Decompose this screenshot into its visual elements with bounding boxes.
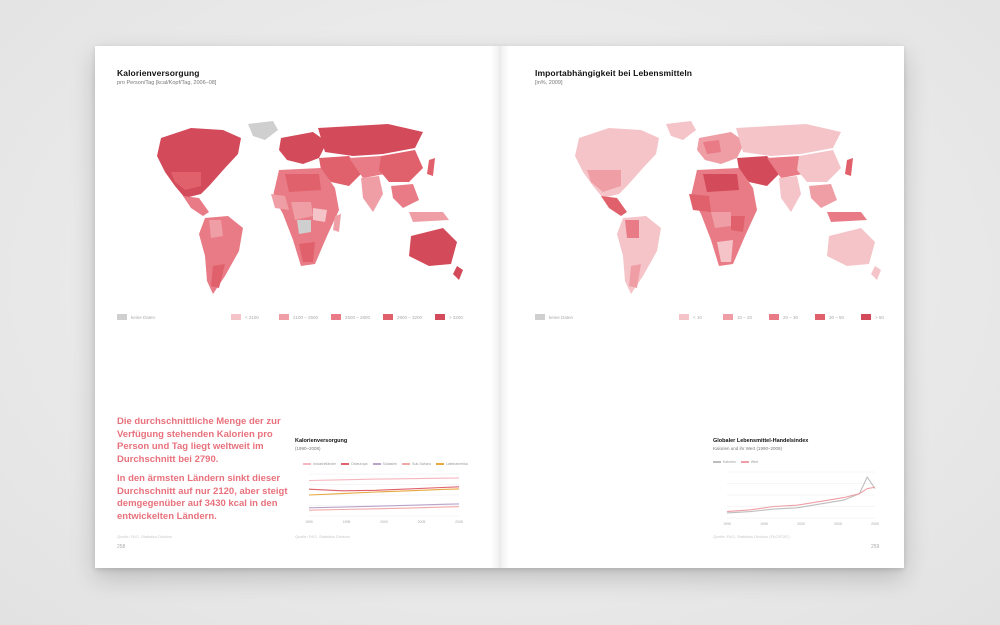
x-tick-label: 2000 [380, 520, 388, 524]
legend-swatch [279, 314, 289, 320]
x-tick-label: 1995 [342, 520, 351, 524]
x-tick-label: 1990 [723, 522, 731, 526]
calorie-chart-legend [303, 462, 473, 466]
x-tick-label: 1995 [760, 522, 768, 526]
page-number-left: 258 [117, 544, 126, 550]
trade-index-line-chart [709, 468, 879, 526]
left-map-legend-class-4 [383, 314, 422, 320]
calorie-chart-title: Kalorienversorgung [295, 438, 348, 444]
x-tick-label: 2000 [797, 522, 805, 526]
world-map-calories [113, 116, 473, 296]
series-line [309, 478, 459, 481]
left-source: Quelle: FAO, Statistics Division [117, 534, 173, 539]
calorie-line-chart [291, 470, 463, 524]
legend-item: Südasien [373, 462, 398, 466]
legend-swatch [383, 314, 393, 320]
pull-quote [117, 416, 297, 530]
pull-quote-paragraph-2: In den ärmsten Ländern sinkt dieser Durchschnitt auf nur 2120, aber steigt demgegenüber auf 3430 kcal in den entwickelten Ländern. [117, 473, 288, 522]
x-tick-label: 2008 [455, 520, 463, 524]
x-tick-label: 1990 [305, 520, 313, 524]
legend-item: Industrieländer [303, 462, 336, 466]
right-map-legend-class-5 [861, 314, 884, 320]
legend-swatch-nodata [117, 314, 127, 320]
legend-label: 30 – 50 [829, 314, 845, 320]
legend-label: > 3200 [449, 314, 463, 320]
calorie-chart-subtitle: (1990–2008) [295, 446, 321, 451]
x-tick-label: 2005 [417, 520, 426, 524]
right-map-legend-class-4 [815, 314, 844, 320]
legend-swatch [231, 314, 241, 320]
legend-label-nodata: keine Daten [549, 314, 574, 320]
trade-index-chart-legend [713, 460, 763, 464]
legend-item: Sub-Sahara [402, 462, 431, 466]
x-tick-label: 2005 [834, 522, 842, 526]
trade-index-chart-title: Globaler Lebensmittel-Handelsindex [713, 438, 809, 444]
left-page-title: Kalorienversorgung [117, 68, 200, 78]
right-page [499, 46, 904, 568]
legend-label: < 2100 [245, 314, 259, 320]
legend-swatch [769, 314, 779, 320]
right-page-title: Importabhängigkeit bei Lebensmitteln [535, 68, 693, 78]
series-line [727, 487, 875, 511]
magazine-spread [95, 46, 904, 568]
legend-label: 2100 – 2500 [293, 314, 319, 320]
legend-item: Kalorien [713, 460, 736, 464]
legend-swatch [861, 314, 871, 320]
legend-swatch [679, 314, 689, 320]
legend-swatch [435, 314, 445, 320]
world-map-import-dependency [531, 116, 891, 296]
pull-quote-paragraph-1: Die durchschnittliche Menge der zur Verfügung stehenden Kalorien pro Person und Tag liegt weltweit im Durchschnitt bei 2790. [117, 416, 281, 465]
legend-swatch [815, 314, 825, 320]
legend-swatch-nodata [535, 314, 545, 320]
left-map-legend-nodata [117, 314, 155, 320]
series-line [309, 487, 459, 491]
right-map-legend-class-3 [769, 314, 798, 320]
trade-index-chart-subtitle: Kalorien und ihr Wert (1990–2009) [713, 446, 782, 451]
legend-label-nodata: keine Daten [131, 314, 156, 320]
legend-label: > 50 [875, 314, 884, 320]
x-tick-label: 2009 [871, 522, 879, 526]
calorie-chart-source: Quelle: FAO, Statistics Division [295, 534, 351, 539]
legend-label: 2500 – 2800 [345, 314, 371, 320]
legend-item: Wert [741, 460, 758, 464]
legend-swatch [723, 314, 733, 320]
left-map-legend-class-3 [331, 314, 370, 320]
right-map-legend-class-1 [679, 314, 702, 320]
legend-item: Osteuropa [341, 462, 367, 466]
legend-label: < 10 [693, 314, 702, 320]
left-map-legend-class-5 [435, 314, 463, 320]
right-map-legend-nodata [535, 314, 573, 320]
left-map-legend-class-2 [279, 314, 318, 320]
page-number-right: 259 [871, 544, 880, 550]
legend-label: 2800 – 3200 [397, 314, 423, 320]
legend-label: 20 – 30 [783, 314, 799, 320]
legend-item: Lateinamerika [436, 462, 468, 466]
right-map-legend-class-2 [723, 314, 752, 320]
legend-label: 10 – 20 [737, 314, 753, 320]
left-map-legend-class-1 [231, 314, 259, 320]
trade-index-chart-source: Quelle: FAO, Statistics Division (FAOSTAT) [713, 534, 790, 539]
legend-swatch [331, 314, 341, 320]
right-page-subtitle: [in%, 2009] [535, 80, 563, 86]
left-page-subtitle: pro Person/Tag [kcal/Kopf/Tag, 2006–08] [117, 80, 217, 86]
left-page [95, 46, 499, 568]
